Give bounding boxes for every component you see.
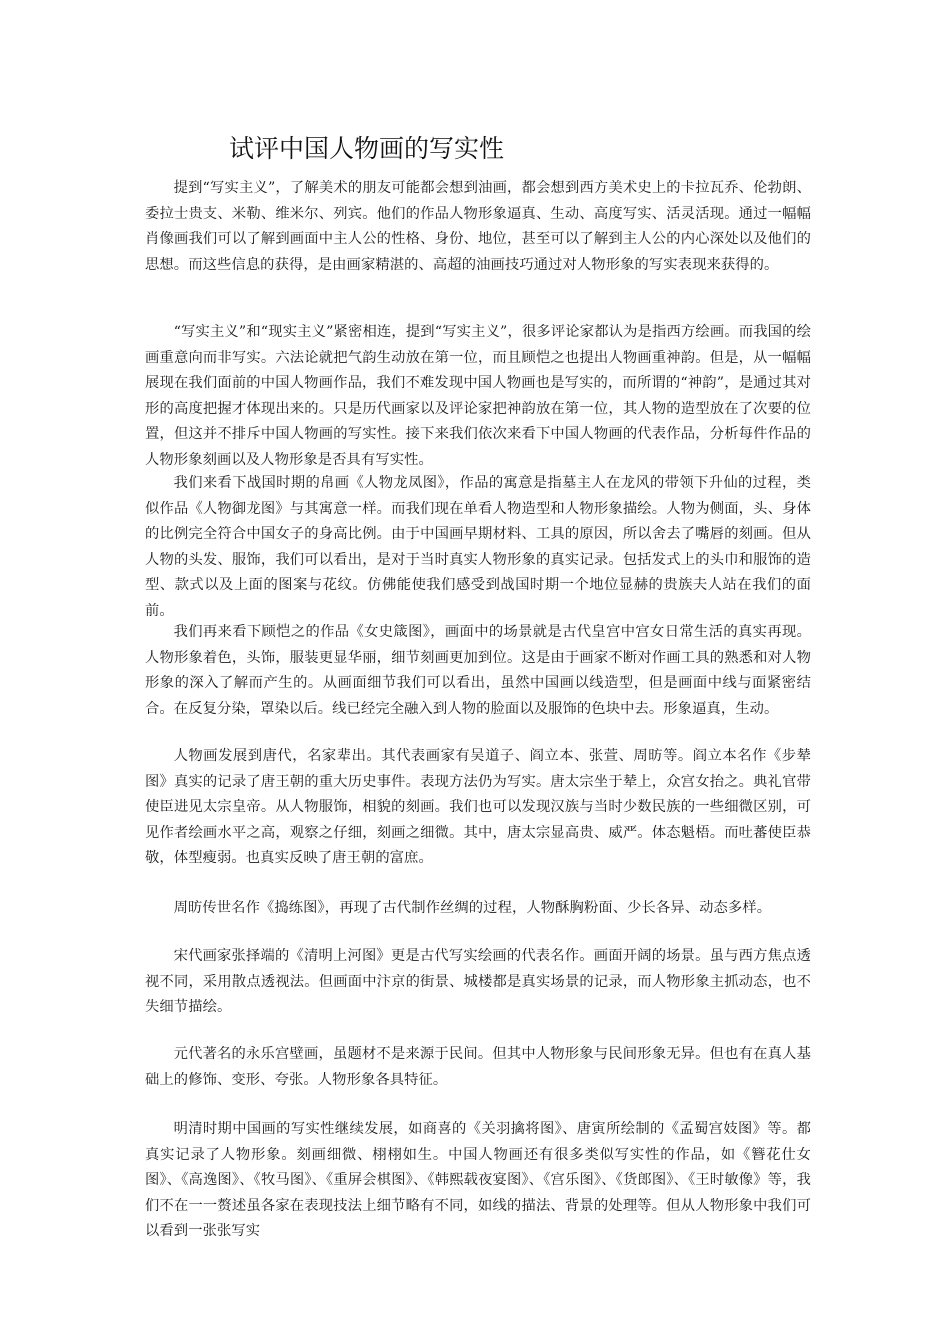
paragraph-4: 我们再来看下顾恺之的作品《女史箴图》，画面中的场景就是古代皇宫中宫女日常生活的真实再现。人物形象着色，头饰，服装更显华丽，细节刻画更加到位。这是由于画家不断对作画工具的熟悉和对人物形象的深入了解而产生的。从画面细节我们可以看出，虽然中国画以线造型，但是画面中线与面紧密结合。在反复分染，罩染以后。线已经完全融入到人物的脸面以及服饰的色块中去。形象逼真，生动。 <box>145 624 811 717</box>
paragraph-2: “写实主义”和“现实主义”紧密相连，提到“写实主义”，很多评论家都认为是指西方绘画。而我国的绘画重意向而非写实。六法论就把气韵生动放在第一位，而且顾恺之也提出人物画重神韵。但是，从一幅幅展现在我们面前的中国人物画作品，我们不难发现中国人物画也是写实的，而所谓的“神韵”，是通过其对形的高度把握才体现出来的。只是历代画家以及评论家把神韵放在第一位，其人物的造型放在了次要的位置，但这并不排斥中国人物画的写实性。接下来我们依次来看下中国人物画的代表作品，分析每件作品的人物形象刻画以及人物形象是否具有写实性。 <box>145 324 811 468</box>
paragraph-9: 明清时期中国画的写实性继续发展，如商喜的《关羽擒将图》、唐寅所绘制的《孟蜀宫妓图》等。都真实记录了人物形象。刻画细微、栩栩如生。中国人物画还有很多类似写实性的作品，如《簪花仕女图》、《高逸图》、《牧马图》、《重屏会棋图》、《韩熙载夜宴图》、《宫乐图》、《货郎图》、《王时敏像》等，我们不在一一赘述虽各家在表现技法上细节略有不同，如线的描法、背景的处理等。但从人物形象中我们可以看到一张张写实 <box>145 1121 811 1240</box>
paragraph-1: 提到“写实主义”，了解美术的朋友可能都会想到油画，都会想到西方美术史上的卡拉瓦乔、伦勃朗、委拉士贵支、米勒、维米尔、列宾。他们的作品人物形象逼真、生动、高度写实、活灵活现。通过一幅幅肖像画我们可以了解到画面中主人公的性格、身份、地位，甚至可以了解到主人公的内心深处以及他们的思想。而这些信息的获得，是由画家精湛的、高超的油画技巧通过对人物形象的写实表现来获得的。 <box>145 180 811 273</box>
paragraph-5: 人物画发展到唐代，名家辈出。其代表画家有吴道子、阎立本、张萱、周昉等。阎立本名作《步辇图》真实的记录了唐王朝的重大历史事件。表现方法仍为写实。唐太宗坐于辇上，众宫女抬之。典礼官带使臣进见太宗皇帝。从人物服饰，相貌的刻画。我们也可以发现汉族与当时少数民族的一些细微区别，可见作者绘画水平之高，观察之仔细，刻画之细微。其中，唐太宗显高贵、威严。体态魁梧。而吐蕃使臣恭敬，体型瘦弱。也真实反映了唐王朝的富庶。 <box>145 748 811 867</box>
paragraph-3: 我们来看下战国时期的帛画《人物龙凤图》，作品的寓意是指墓主人在龙风的带领下升仙的过程，类似作品《人物御龙图》与其寓意一样。而我们现在单看人物造型和人物形象描绘。人物为侧面，头、身体的比例完全符合中国女子的身高比例。由于中国画早期材料、工具的原因，所以舍去了嘴唇的刻画。但从人物的头发、服饰，我们可以看出，是对于当时真实人物形象的真实记录。包括发式上的头巾和服饰的造型、款式以及上面的图案与花纹。仿佛能使我们感受到战国时期一个地位显赫的贵族夫人站在我们的面前。 <box>145 475 811 619</box>
paragraph-8: 元代著名的永乐宫壁画，虽题材不是来源于民间。但其中人物形象与民间形象无异。但也有在真人基础上的修饰、变形、夸张。人物形象各具特征。 <box>145 1046 811 1088</box>
document-title: 试评中国人物画的写实性 <box>229 134 505 163</box>
paragraph-6: 周昉传世名作《捣练图》，再现了古代制作丝绸的过程，人物酥胸粉面、少长各异、动态多样。 <box>173 900 772 916</box>
paragraph-7: 宋代画家张择端的《清明上河图》更是古代写实绘画的代表名作。画面开阔的场景。虽与西方焦点透视不同，采用散点透视法。但画面中汴京的街景、城楼都是真实场景的记录，而人物形象主抓动态，也不失细节描绘。 <box>145 948 811 1016</box>
